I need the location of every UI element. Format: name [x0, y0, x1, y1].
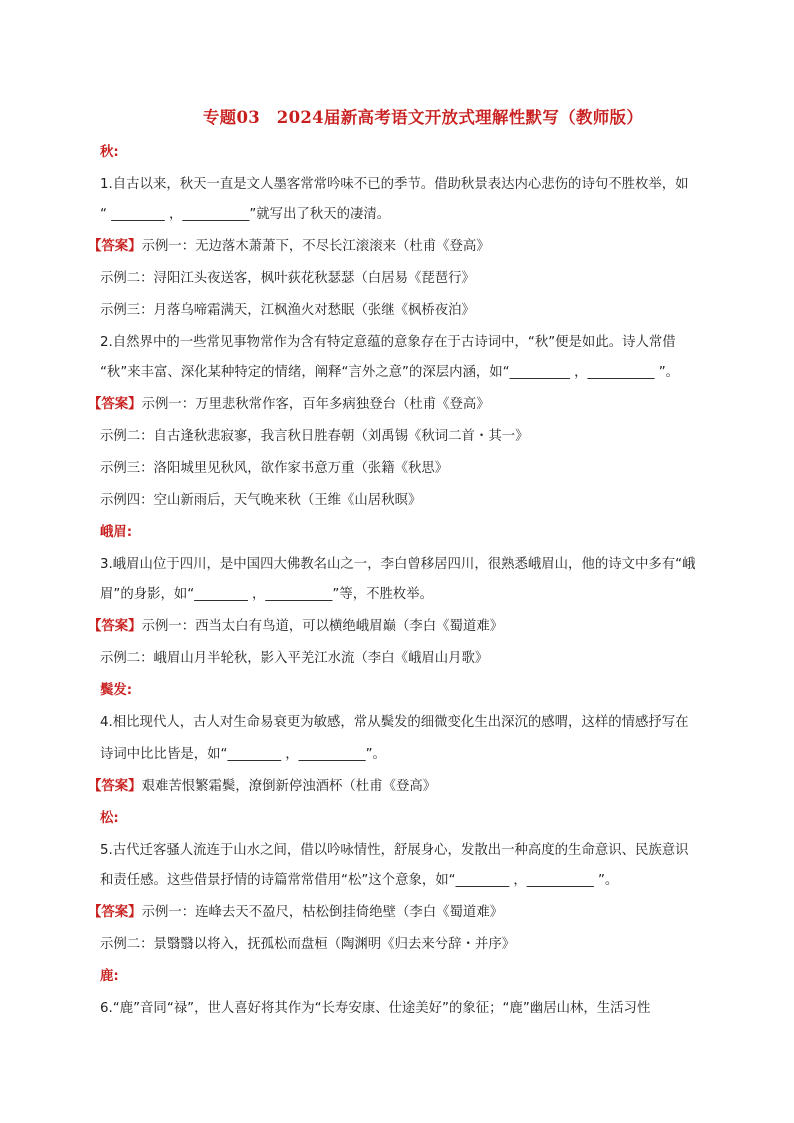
text-line: 和责任感。这些借景抒情的诗篇常常借用“松”这个意象，如“________ ，__________ ”。 [100, 873, 619, 888]
answer-line [88, 778, 436, 796]
text-line: 示例二：景翳翳以将入，抚孤松而盘桓（陶渊明《归去来兮辞・并序》 [100, 937, 516, 952]
text-line: 4.相比现代人，古人对生命易衰更为敏感，常从鬓发的细微变化生出深沉的感喟，这样的情感抒写在 [100, 715, 689, 730]
text-line: 示例三：洛阳城里见秋风，欲作家书意万重（张籍《秋思》 [100, 461, 449, 476]
text-line: 示例三：月落乌啼霜满天，江枫渔火对愁眠（张继《枫桥夜泊》 [100, 303, 475, 318]
answer-label: 【答案】 [88, 619, 142, 634]
text-line: “ ________ ，__________”就写出了秋天的凄清。 [100, 207, 391, 222]
answer-text: 艰难苦恨繁霜鬓，潦倒新停浊酒杯（杜甫《登高》 [141, 779, 437, 794]
text-line: 2.自然界中的一些常见事物常作为含有特定意蕴的意象存在于古诗词中，“秋”便是如此。诗人常借 [100, 335, 676, 350]
answer-label: 【答案】 [88, 905, 142, 920]
answer-label: 【答案】 [88, 239, 142, 254]
text-line: 5.古代迁客骚人流连于山水之间，借以吟咏情性，舒展身心，发散出一种高度的生命意识、民族意识 [100, 843, 689, 858]
answer-line [88, 396, 490, 414]
answer-text: 示例一：西当太白有鸟道，可以横绝峨眉巅（李白《蜀道难》 [141, 619, 504, 634]
text-line: 6.“鹿”音同“禄”，世人喜好将其作为“长寿安康、仕途美好”的象征；“鹿”幽居山林，生活习性 [100, 1001, 651, 1016]
answer-text: 示例一：无边落木萧萧下，不尽长江滚滚来（杜甫《登高》 [141, 239, 490, 254]
text-line: 示例二：自古逢秋悲寂寥，我言秋日胜春朝（刘禹锡《秋词二首・其一》 [100, 429, 529, 444]
section-heading: 峨眉: [100, 525, 133, 540]
answer-label: 【答案】 [88, 779, 142, 794]
answer-line [88, 904, 503, 922]
answer-label: 【答案】 [88, 397, 142, 412]
text-line: 示例二：峨眉山月半轮秋，影入平羌江水流（李白《峨眉山月歌》 [100, 651, 489, 666]
text-line: “秋”来丰富、深化某种特定的情绪，阐释“言外之意”的深层内涵，如“_________ ，__________ ”。 [100, 365, 680, 380]
answer-line [88, 618, 503, 636]
text-line: 3.峨眉山位于四川，是中国四大佛教名山之一，李白曾移居四川，很熟悉峨眉山，他的诗文中多有“峨 [100, 557, 696, 572]
answer-text: 示例一：连峰去天不盈尺，枯松倒挂倚绝壁（李白《蜀道难》 [141, 905, 504, 920]
text-line: 1.自古以来，秋天一直是文人墨客常常吟味不已的季节。借助秋景表达内心悲伤的诗句不胜枚举，如 [100, 177, 689, 192]
answer-line [88, 238, 490, 256]
text-line: 诗词中比比皆是，如“________ ，__________”。 [100, 747, 386, 762]
text-line: 示例二：浔阳江头夜送客，枫叶荻花秋瑟瑟（白居易《琵琶行》 [100, 271, 475, 286]
text-line: 示例四：空山新雨后，天气晚来秋（王维《山居秋暝》 [100, 493, 422, 508]
section-heading: 松: [100, 811, 119, 826]
section-heading: 鬓发: [100, 683, 133, 698]
answer-text: 示例一：万里悲秋常作客，百年多病独登台（杜甫《登高》 [141, 397, 490, 412]
section-heading: 鹿: [100, 969, 119, 984]
text-line: 眉”的身影，如“________ ，__________”等，不胜枚举。 [100, 587, 434, 602]
section-heading: 秋: [100, 145, 119, 160]
document-title: 专题03 2024届新高考语文开放式理解性默写（教师版） [202, 108, 644, 127]
